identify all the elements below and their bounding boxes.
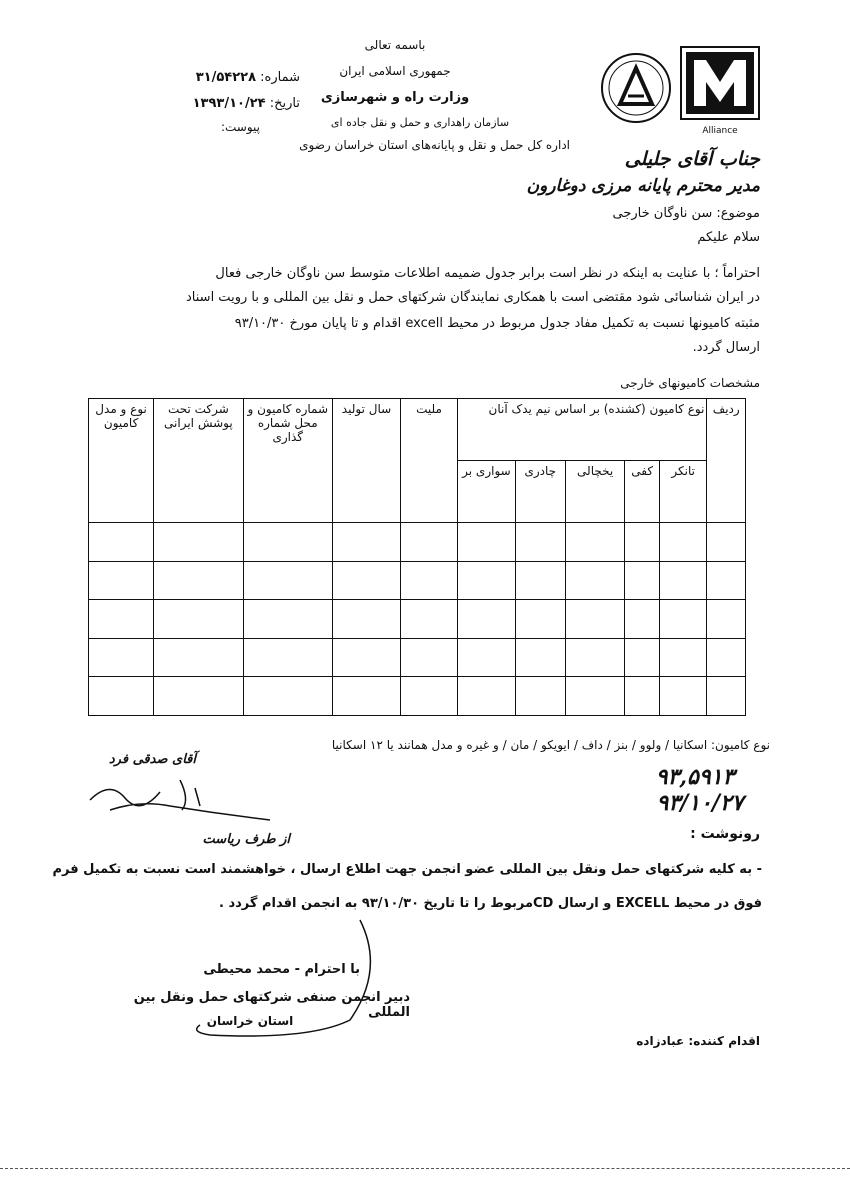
transcript-line-1: - به کلیه شرکتهای حمل ونقل بین المللی عضو انجمن جهت اطلاع ارسال ، خواهشمند است نسبت به تکمیل فرم [52,862,762,877]
logo-caption: Alliance [702,126,738,136]
table-row [89,600,746,639]
scribble-mark [70,770,290,840]
header-flatbed: کفی [625,461,659,523]
body-line-4: ارسال گردد. [692,340,760,355]
organization-logo [680,46,760,120]
handwritten-date: ۹۳/۱۰/۲۷ [656,790,744,816]
country-name: جمهوری اسلامی ایران [339,64,451,78]
table-row [89,561,746,600]
header-model: نوع و مدل کامیون [89,399,154,523]
action-by: اقدام کننده: عبادزاده [636,1034,760,1048]
attachment-label: پیوست: [220,120,260,134]
signature-title: دبیر انجمن صنفی شرکتهای حمل ونقل بین المللی [133,990,410,1020]
header-tanker: تانکر [659,461,707,523]
organization-name: سازمان راهداری و حمل و نقل جاده ای [330,116,510,129]
road-sign-icon [682,48,758,118]
emblem-icon [598,50,674,126]
recipient-title: مدیر محترم پایانه مرزی دوغارون [526,176,760,196]
ministry-name: وزارت راه و شهرسازی [320,90,470,105]
header-refrigerated: یخچالی [565,461,625,523]
header-nationality: ملیت [401,399,458,523]
header-company: شرکت تحت پوشش ایرانی [154,399,243,523]
subject-line: موضوع: سن ناوگان خارجی [612,206,760,221]
transcript-line-2: فوق در محیط EXCELL و ارسال CDمربوط را تا تاریخ ۹۳/۱۰/۳۰ به انجمن اقدام گردد . [219,896,762,911]
signature-scribble [170,910,390,1050]
table-row [89,677,746,716]
truck-types-note: نوع کامیون: اسکانیا / ولوو / بنز / داف / ایویکو / مان / و غیره و مدل همانند یا ۱۲ اسکانیا [331,738,770,752]
table-caption: مشخصات کامیونهای خارجی [620,376,760,390]
header-plate: شماره کامیون و محل شماره گذاری [243,399,332,523]
department-name: اداره کل حمل و نقل و پایانه‌های استان خراسان رضوی [299,138,570,152]
body-line-3: مثبته کامیونها نسبت به تکمیل مفاد جدول مربوط در محیط excell اقدام و تا پایان مورخ ۹۳/۱۰/۳۰ [234,316,760,331]
footer-divider [0,1168,850,1169]
handwritten-note-2: از طرف ریاست [202,832,290,847]
signature-province: استان خراسان [206,1014,294,1028]
number-label: شماره: [260,70,300,85]
number-value: ۳۱/۵۴۲۲۸ [195,70,257,85]
date-label: تاریخ: [269,96,300,111]
header-row-no: ردیف [707,399,746,523]
ministry-logo [598,50,674,126]
letter-date [80,96,300,111]
table-row [89,638,746,677]
header-year: سال تولید [332,399,400,523]
table-row [89,523,746,562]
recipient-name: جناب آقای جلیلی [624,148,760,170]
letter-number [100,70,300,85]
greeting: سلام علیکم [697,230,760,245]
date-value: ۱۳۹۳/۱۰/۲۴ [192,96,266,111]
invocation: باسمه تعالی [364,38,426,52]
signature-regards: با احترام - محمد محیطی [203,962,360,977]
header-truck-type: نوع کامیون (کشنده) بر اساس نیم یدک آنان [458,399,707,461]
handwritten-number: ۹۳,۵۹۱۳ [655,764,735,790]
handwritten-note-1: آقای صدقی فرد [108,752,196,767]
body-line-1: احتراماً ؛ با عنایت به اینکه در نظر است برابر جدول ضمیمه اطلاعات متوسط سن ناوگان خارجی فعال [215,266,760,281]
header-tarpaulin: چادری [515,461,565,523]
header-car-carrier: سواری بر [458,461,516,523]
foreign-trucks-table [88,398,746,716]
transcript-title: رونوشت : [690,826,760,842]
body-line-2: در ایران شناسائی شود مقتضی است با همکاری نمایندگان شرکتهای حمل و نقل بین المللی و با رویت اسناد [186,290,760,305]
